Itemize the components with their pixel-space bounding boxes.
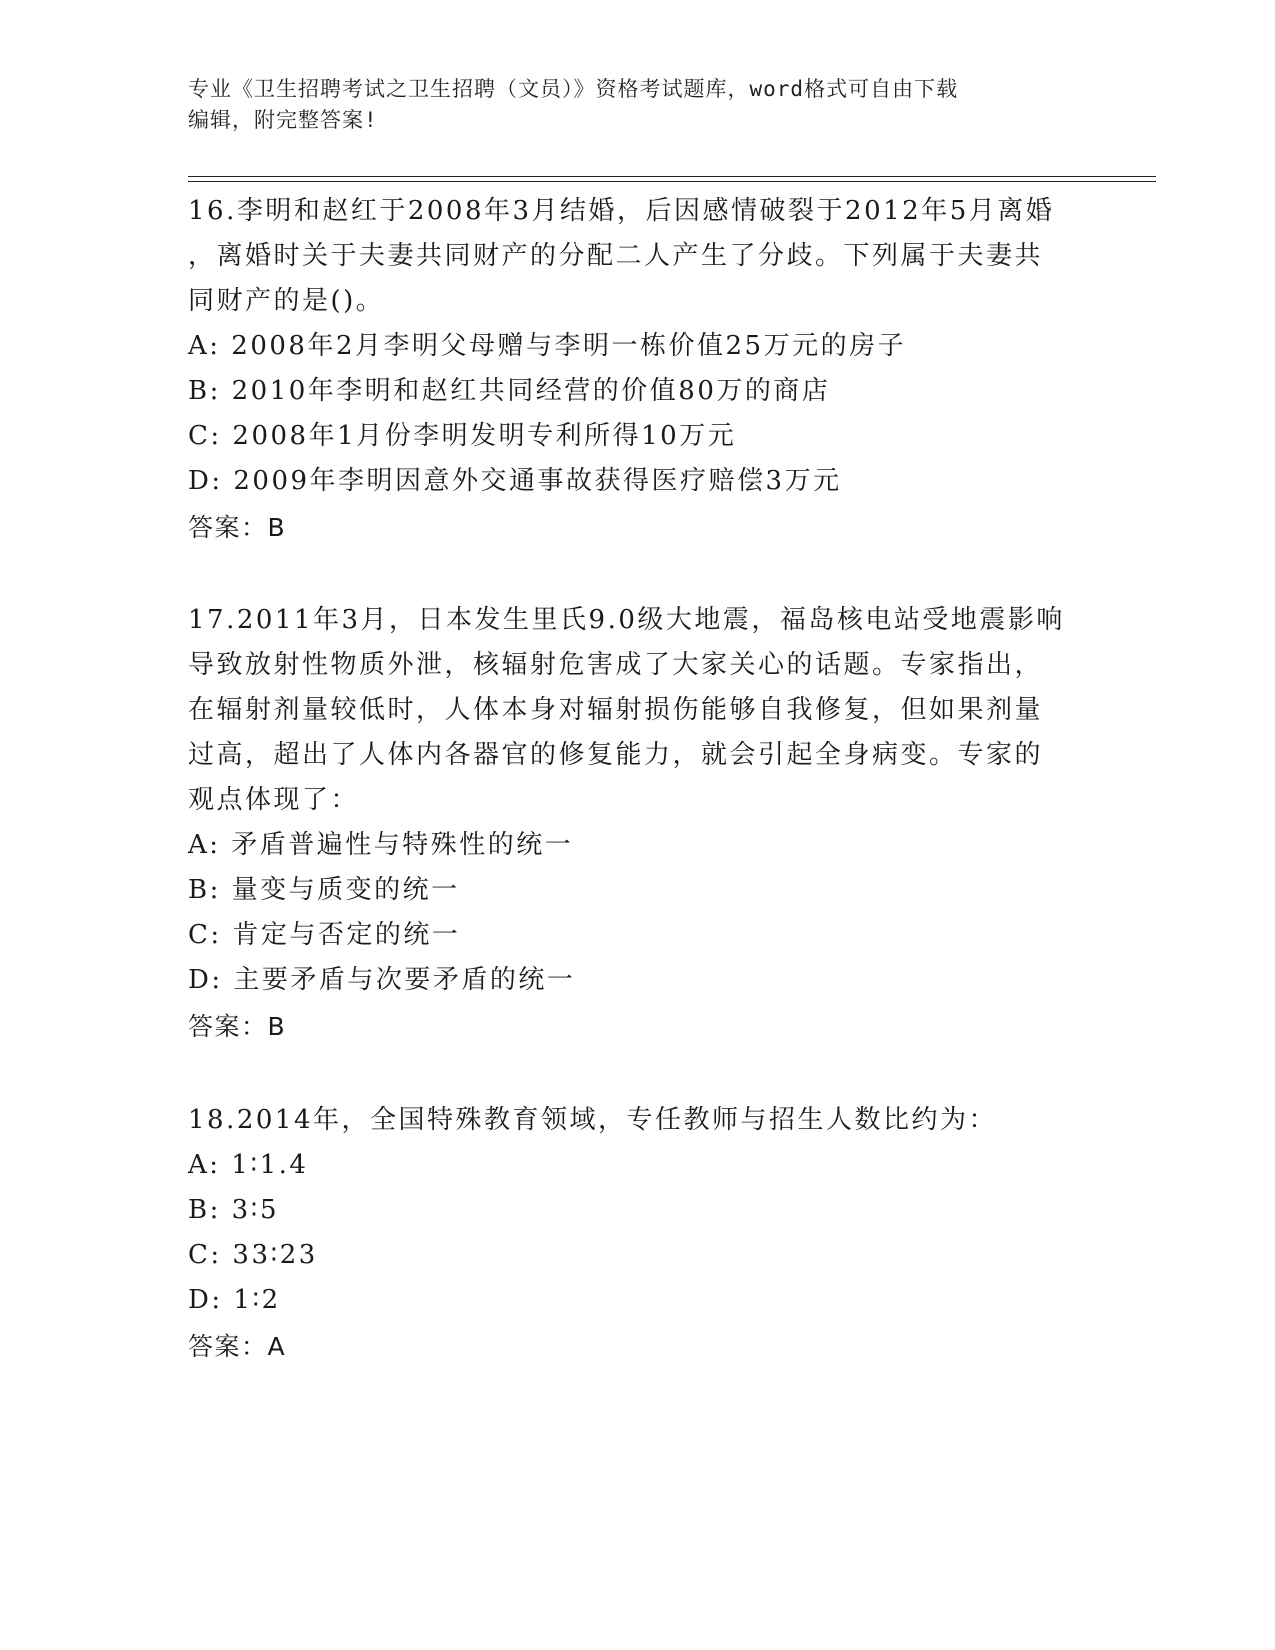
question-stem [188, 189, 1088, 324]
question-stem [188, 598, 1088, 823]
header-line-2: 编辑，附完整答案! [188, 108, 378, 132]
option-b: B: 量变与质变的统一 [188, 875, 460, 905]
answer: 答案：A [188, 1332, 287, 1361]
stem-line: 18.2014年，全国特殊教育领域，专任教师与招生人数比约为： [188, 1105, 998, 1135]
stem-line: 观点体现了： [188, 785, 360, 815]
option-c: C: 33∶23 [188, 1240, 318, 1270]
stem-line: 导致放射性物质外泄，核辐射危害成了大家关心的话题。专家指出， [188, 650, 1044, 680]
header-divider-bottom [188, 181, 1156, 182]
question-stem [188, 1098, 1088, 1143]
header-line-1: 专业《卫生招聘考试之卫生招聘（文员）》资格考试题库，word格式可自由下载 [188, 77, 959, 101]
option-b: B: 2010年李明和赵红共同经营的价值80万的商店 [188, 376, 831, 406]
stem-line: ，离婚时关于夫妻共同财产的分配二人产生了分歧。下列属于夫妻共 [188, 241, 1044, 271]
document-header [188, 74, 1088, 136]
option-a: A: 1∶1.4 [188, 1150, 309, 1180]
question-16 [188, 189, 1088, 551]
option-c: C: 2008年1月份李明发明专利所得10万元 [188, 421, 737, 451]
option-d: D: 1∶2 [188, 1285, 281, 1315]
answer: 答案：B [188, 513, 287, 542]
option-c: C: 肯定与否定的统一 [188, 920, 461, 950]
answer: 答案：B [188, 1012, 287, 1041]
stem-line: 17.2011年3月，日本发生里氏9.0级大地震，福岛核电站受地震影响 [188, 605, 1065, 635]
stem-line: 过高，超出了人体内各器官的修复能力，就会引起全身病变。专家的 [188, 740, 1044, 770]
option-a: A: 矛盾普遍性与特殊性的统一 [188, 830, 574, 860]
option-d: D: 2009年李明因意外交通事故获得医疗赔偿3万元 [188, 466, 842, 496]
question-17 [188, 598, 1088, 1050]
option-a: A: 2008年2月李明父母赠与李明一栋价值25万元的房子 [188, 331, 907, 361]
question-18 [188, 1098, 1088, 1370]
option-b: B: 3∶5 [188, 1195, 279, 1225]
header-divider-top [188, 176, 1156, 177]
stem-line: 16.李明和赵红于2008年3月结婚，后因感情破裂于2012年5月离婚 [188, 196, 1055, 226]
stem-line: 同财产的是()。 [188, 286, 385, 316]
option-d: D: 主要矛盾与次要矛盾的统一 [188, 965, 576, 995]
stem-line: 在辐射剂量较低时，人体本身对辐射损伤能够自我修复，但如果剂量 [188, 695, 1044, 725]
